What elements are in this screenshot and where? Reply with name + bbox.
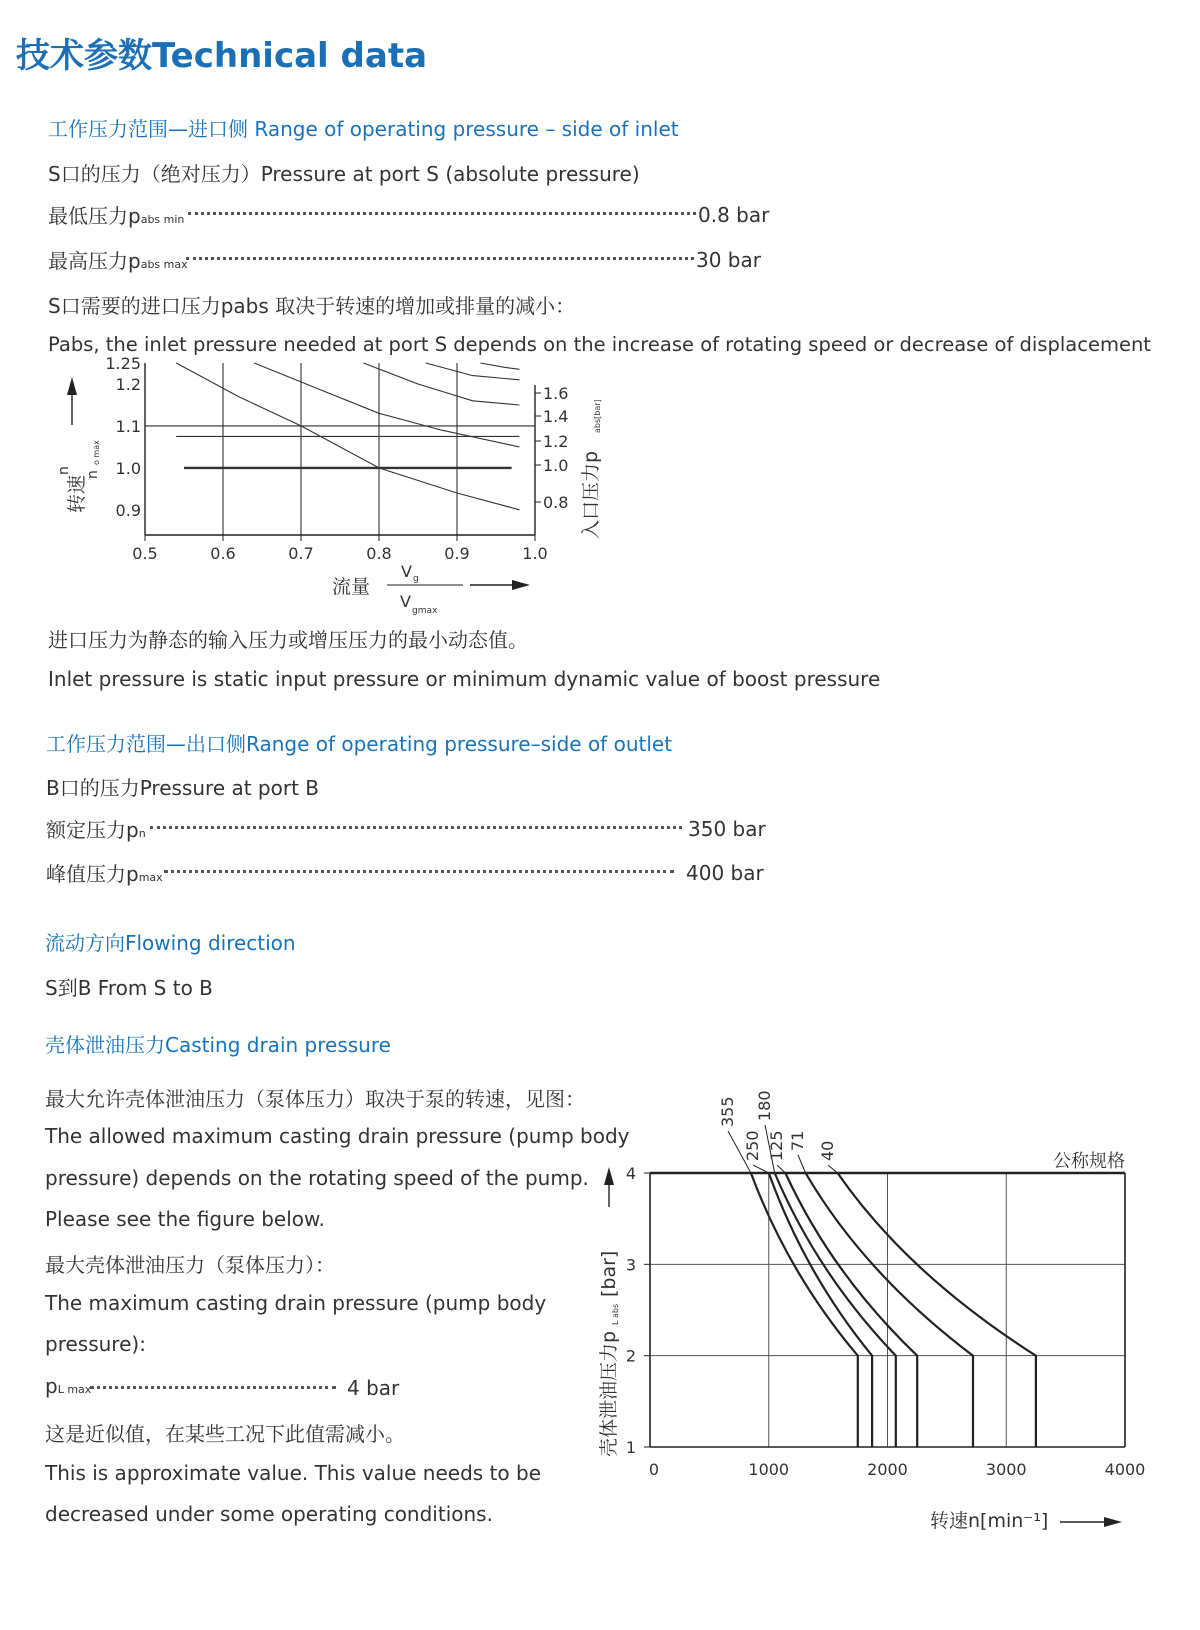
x-arrow-icon <box>1104 1517 1122 1527</box>
x-axis-label: 流量 <box>332 576 371 598</box>
series-line <box>480 363 519 369</box>
inlet-after-en: Inlet pressure is static input pressure or minimum dynamic value of boost pressure <box>48 667 881 691</box>
x-fraction-num-sub: g <box>413 574 419 584</box>
x-tick-label: 0.6 <box>210 544 236 563</box>
drain-text-9: This is approximate value. This value needs to be <box>45 1461 541 1485</box>
dot-leader <box>90 1386 336 1389</box>
right-axis-label-group <box>580 399 602 539</box>
y-axis-label: 转速 <box>66 474 88 513</box>
drain-text-7: pressure): <box>45 1332 146 1356</box>
right-tick-label: 1.2 <box>543 432 569 451</box>
inlet-note-en: Pabs, the inlet pressure needed at port S depends on the increase of rotating speed or decrease of displacement <box>48 333 1151 356</box>
series-label: 40 <box>818 1140 837 1161</box>
outlet-rated-value: 350 bar <box>688 817 766 841</box>
y-tick-label: 1.1 <box>115 416 141 436</box>
drain-text-6: The maximum casting drain pressure (pump body <box>45 1291 547 1315</box>
drain-text-8: 这是近似值，在某些工况下此值需减小。 <box>45 1422 405 1446</box>
outlet-heading: 工作压力范围—出口侧Range of operating pressure–side of outlet <box>46 732 673 756</box>
y-axis-label-group <box>56 440 101 513</box>
outlet-peak-value: 400 bar <box>686 861 764 885</box>
x-tick-label: 2000 <box>867 1460 908 1479</box>
right-tick-label: 0.8 <box>543 493 569 512</box>
dot-leader <box>188 212 696 215</box>
drain-heading: 壳体泄油压力Casting drain pressure <box>45 1033 391 1057</box>
series-line <box>254 363 519 447</box>
series-label: 71 <box>788 1130 807 1151</box>
series-leader <box>798 1155 806 1173</box>
flow-text: S到B From S to B <box>45 976 213 1000</box>
drain-pl-value: 4 bar <box>347 1376 400 1400</box>
right-axis-label: 入口压力p <box>580 450 602 539</box>
series-label: 250 <box>743 1130 762 1161</box>
series-label: 180 <box>755 1090 774 1121</box>
y-tick-label: 2 <box>625 1346 636 1366</box>
series-label: 125 <box>767 1130 786 1161</box>
legend-label: 公称规格 <box>1053 1151 1125 1172</box>
drain-text-5: 最大壳体泄油压力（泵体压力）： <box>45 1253 335 1277</box>
inlet-min-label: 最低压力pabs min <box>48 204 185 228</box>
series-line <box>775 1173 896 1447</box>
x-axis-label: 转速n[min⁻¹] <box>930 1510 1049 1532</box>
x-fraction-num: V <box>401 562 412 581</box>
inlet-after-cn: 进口压力为静态的输入压力或增压压力的最小动态值。 <box>48 628 528 652</box>
series-label: 355 <box>718 1096 737 1127</box>
drain-text-10: decreased under some operating conditions. <box>45 1502 493 1526</box>
drain-text-4: Please see the figure below. <box>45 1207 325 1231</box>
right-tick-label: 1.4 <box>543 407 569 426</box>
page-title: 技术参数Technical data <box>16 36 428 76</box>
y-arrow-icon <box>604 1167 614 1185</box>
series-line <box>751 1173 858 1447</box>
dot-leader <box>150 826 682 829</box>
y-fraction-den: n <box>85 470 101 479</box>
inlet-min-value: 0.8 bar <box>698 203 770 227</box>
x-tick-label: 0 <box>648 1460 660 1479</box>
y-axis-label-sub: L abs <box>611 1303 620 1325</box>
drain-text-2: The allowed maximum casting drain pressure (pump body <box>45 1124 630 1148</box>
dot-leader <box>164 870 674 873</box>
outlet-port-label: B口的压力Pressure at port B <box>46 776 320 800</box>
y-fraction-den-sub: o max <box>92 440 101 465</box>
y-tick-label: 1.25 <box>105 355 141 373</box>
drain-pressure-chart <box>590 1085 1190 1545</box>
y-axis-label: 壳体泄油压力p <box>598 1330 620 1457</box>
inlet-max-value: 30 bar <box>696 248 761 272</box>
right-tick-label: 1.6 <box>543 384 569 403</box>
y-arrow-icon <box>67 377 77 395</box>
y-tick-label: 1 <box>625 1438 636 1457</box>
y-tick-label: 3 <box>625 1255 636 1275</box>
y-fraction-num: n <box>56 466 72 475</box>
x-tick-label: 1000 <box>748 1460 790 1479</box>
y-tick-label: 0.9 <box>115 500 141 520</box>
y-axis-unit: [bar] <box>598 1250 620 1297</box>
series-line <box>363 363 519 405</box>
x-tick-label: 0.8 <box>366 544 392 563</box>
y-tick-label: 1.2 <box>115 374 141 394</box>
inlet-port-label: S口的压力（绝对压力）Pressure at port S (absolute pressure) <box>48 162 640 186</box>
inlet-heading: 工作压力范围—进口侧 Range of operating pressure – side of inlet <box>48 117 679 141</box>
inlet-pressure-chart <box>0 355 640 625</box>
series-line <box>426 363 520 380</box>
x-tick-label: 3000 <box>985 1460 1027 1479</box>
right-tick-label: 1.0 <box>543 456 569 475</box>
series-line <box>785 1173 917 1447</box>
right-axis-label-sub: abs[bar] <box>593 399 602 433</box>
x-tick-label: 0.5 <box>132 544 158 563</box>
x-tick-label: 0.7 <box>288 544 314 563</box>
x-arrow-icon <box>512 580 530 590</box>
flow-heading: 流动方向Flowing direction <box>45 931 296 955</box>
drain-pl-label: pL max <box>45 1374 92 1398</box>
dot-leader <box>186 257 694 260</box>
y-tick-label: 4 <box>625 1164 636 1183</box>
y-axis-label-group <box>598 1251 620 1457</box>
x-fraction-den: V <box>400 592 411 611</box>
outlet-rated-label: 额定压力pn <box>46 818 146 842</box>
y-tick-label: 1.0 <box>115 458 141 478</box>
series-line <box>806 1173 973 1447</box>
x-tick-label: 0.9 <box>444 544 470 563</box>
x-tick-label: 4000 <box>1104 1460 1146 1479</box>
outlet-peak-label: 峰值压力pmax <box>46 862 163 886</box>
drain-text-3: pressure) depends on the rotating speed of the pump. <box>45 1166 589 1190</box>
inlet-note-cn: S口需要的进口压力pabs 取决于转速的增加或排量的减小： <box>48 294 576 318</box>
drain-text-1: 最大允许壳体泄油压力（泵体压力）取决于泵的转速，见图： <box>45 1087 585 1111</box>
x-fraction-den-sub: gmax <box>412 606 438 616</box>
x-tick-label: 1.0 <box>522 544 548 563</box>
inlet-max-label: 最高压力pabs max <box>48 249 188 273</box>
